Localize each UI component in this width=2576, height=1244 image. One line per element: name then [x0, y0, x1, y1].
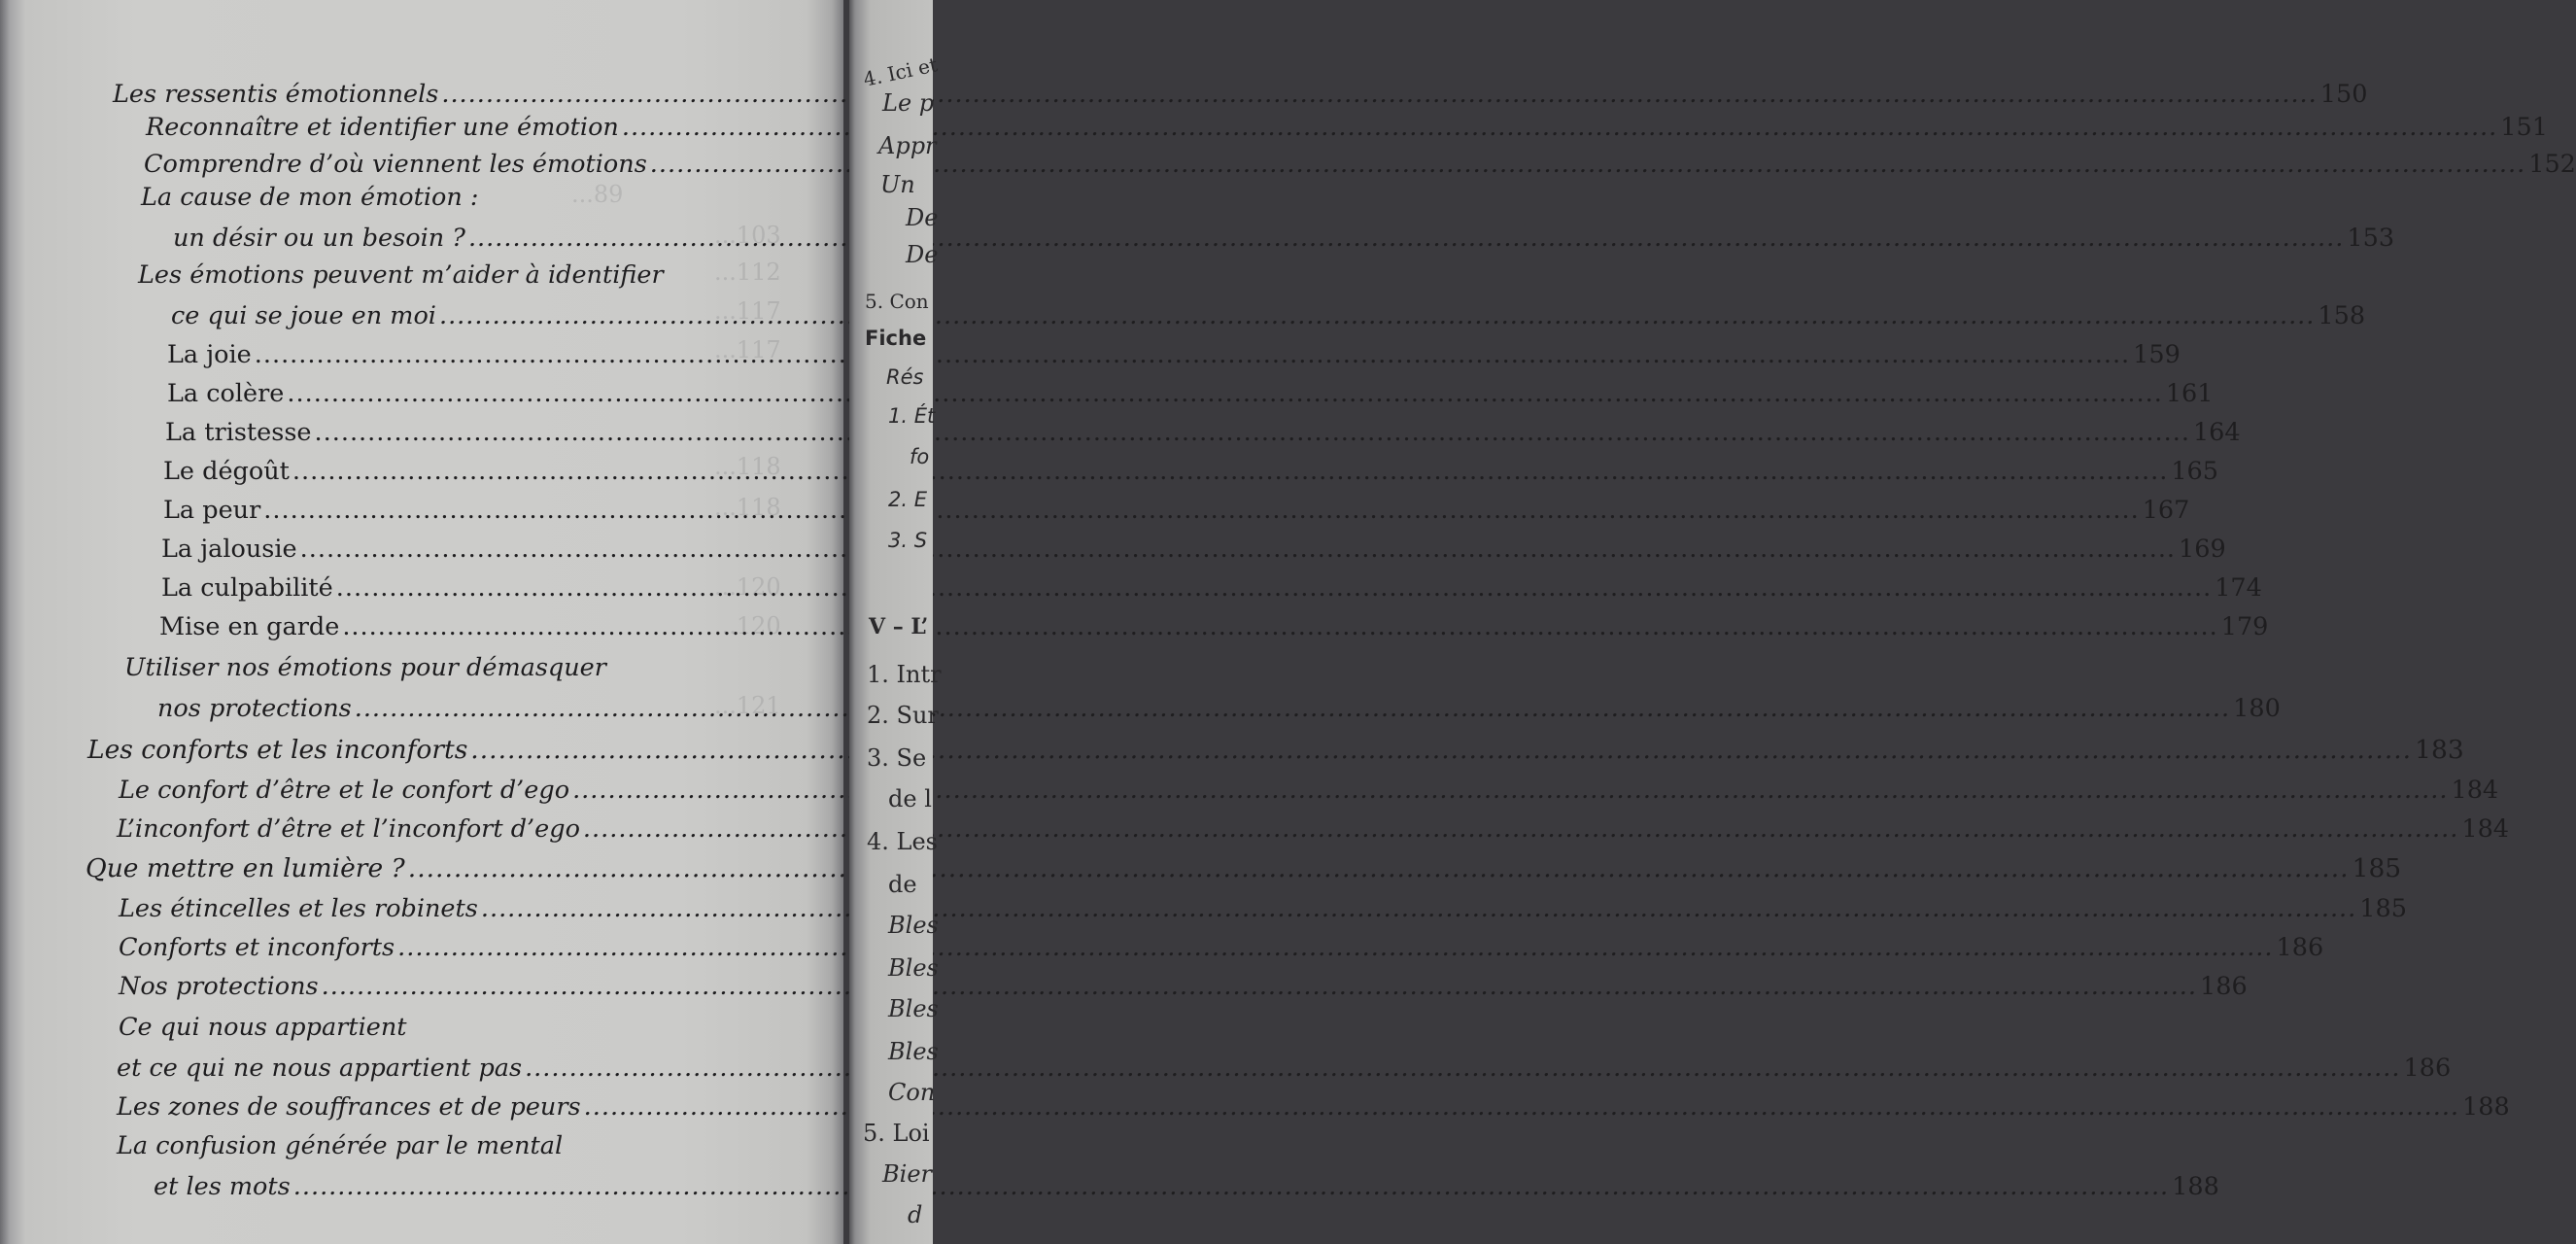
- right-page-text: 5. Loi: [863, 1120, 930, 1147]
- right-page-text: De: [906, 241, 939, 268]
- toc-entry-title: Nos protections: [119, 972, 319, 1001]
- toc-entry-page: 180: [2233, 694, 2281, 723]
- toc-entry-page: 151: [2500, 113, 2548, 142]
- show-through-text: ...89: [571, 181, 624, 208]
- right-page-text: Bles: [888, 912, 939, 939]
- toc-leader-dots: [292, 457, 2168, 486]
- toc-leader-dots: [439, 301, 2315, 330]
- toc-leader-dots: [336, 573, 2212, 603]
- toc-entry-title: Conforts et inconforts: [119, 933, 395, 962]
- toc-entry-title: Le confort d’être et le confort d’ego: [119, 776, 570, 805]
- right-page-text: Bier: [882, 1160, 932, 1188]
- right-page-text: Appr: [878, 132, 937, 159]
- toc-entry-page: 158: [2318, 301, 2366, 330]
- toc-entry-page: 184: [2461, 814, 2510, 844]
- toc-entry-title: La joie: [167, 340, 252, 369]
- toc-entry-page: 179: [2220, 612, 2269, 641]
- toc-entry-title: et les mots: [154, 1172, 291, 1201]
- toc-entry-page: 164: [2192, 418, 2241, 447]
- right-page-text: d: [908, 1201, 923, 1228]
- show-through-text: ...118: [714, 453, 781, 480]
- toc-entry-page: 153: [2347, 224, 2395, 253]
- right-page-text: Bles: [888, 1038, 939, 1065]
- show-through-text: ...120: [714, 612, 781, 639]
- toc-leader-dots: [287, 379, 2162, 408]
- toc-leader-dots: [255, 340, 2130, 369]
- toc-entry-page: 169: [2179, 535, 2226, 564]
- toc-leader-dots: [263, 496, 2139, 525]
- toc-entry-title: ce qui se joue en moi: [171, 301, 436, 330]
- toc-entry-page: 159: [2133, 340, 2181, 369]
- toc-entry-page: 185: [2352, 853, 2402, 883]
- right-page-text: Bles: [888, 954, 939, 982]
- toc-leader-dots: [468, 224, 2344, 253]
- toc-label: Les émotions peuvent m’aider à identifier: [138, 260, 664, 290]
- book-page-right: [849, 0, 942, 1244]
- right-page-text: Bles: [888, 995, 939, 1022]
- toc-entry-title: et ce qui ne nous appartient pas: [117, 1054, 523, 1083]
- show-through-text: ...117: [714, 297, 781, 325]
- show-through-text: ...117: [714, 336, 781, 363]
- toc-entry-page: 167: [2142, 496, 2190, 525]
- toc-entry-title: L’inconfort d’être et l’inconfort d’ego: [117, 814, 580, 844]
- toc-entry: [144, 150, 2576, 183]
- show-through-text: ...112: [714, 259, 781, 286]
- right-page-text: Un: [880, 171, 915, 198]
- toc-leader-dots: [525, 1054, 2400, 1083]
- toc-entry: [163, 457, 2218, 490]
- toc-leader-dots: [470, 735, 2412, 765]
- toc-entry-page: 185: [2359, 894, 2407, 923]
- toc-entry: [165, 418, 2241, 451]
- toc-entry-page: 184: [2451, 776, 2499, 805]
- toc-entry-page: 188: [2462, 1092, 2510, 1122]
- right-page-text: fo: [910, 445, 930, 468]
- toc-leader-dots: [355, 694, 2230, 723]
- right-page-text: 4. Les: [867, 828, 938, 855]
- toc-entry-page: 174: [2215, 573, 2262, 603]
- right-page-text: 2. E: [888, 488, 927, 511]
- toc-entry-title: Que mettre en lumière ?: [86, 853, 405, 883]
- toc-entry-page: 186: [2200, 972, 2248, 1001]
- right-page-text: 3. S: [888, 529, 928, 552]
- toc-label: Ce qui nous appartient: [119, 1013, 407, 1042]
- right-page-text: 5. Con: [865, 290, 929, 313]
- toc-entry-page: 150: [2319, 80, 2368, 109]
- right-page-text: 1. Ét: [888, 404, 936, 428]
- toc-entry-title: Reconnaître et identifier une émotion: [146, 113, 619, 142]
- toc-entry-title: Le dégoût: [163, 457, 290, 486]
- toc-leader-dots: [408, 853, 2350, 883]
- toc-leader-dots: [293, 1172, 2169, 1201]
- show-through-text: ...121: [714, 692, 781, 719]
- toc-entry-title: Comprendre d’où viennent les émotions: [144, 150, 647, 179]
- toc-entry-title: La colère: [167, 379, 285, 408]
- toc-entry: [119, 933, 2324, 966]
- toc-label: Utiliser nos émotions pour démasquer: [124, 653, 606, 682]
- toc-entry-title: Les étincelles et les robinets: [119, 894, 478, 923]
- toc-entry-page: 161: [2165, 379, 2214, 408]
- toc-leader-dots: [322, 972, 2197, 1001]
- toc-entry-title: La jalousie: [161, 535, 297, 564]
- show-through-text: ...118: [714, 494, 781, 521]
- toc-entry-title: Les ressentis émotionnels: [113, 80, 439, 109]
- toc-entry-page: 186: [2403, 1054, 2452, 1083]
- toc-entry: [161, 573, 2262, 606]
- toc-entry: [167, 379, 2214, 412]
- toc-leader-dots: [441, 80, 2317, 109]
- right-page-text: de l: [888, 785, 932, 812]
- toc-leader-dots: [342, 612, 2217, 641]
- right-page-text: de: [888, 871, 917, 898]
- right-page-text: Le p: [882, 89, 935, 117]
- toc-leader-dots: [300, 535, 2176, 564]
- toc-entry: [117, 1054, 2452, 1087]
- toc-label: La confusion générée par le mental: [117, 1131, 564, 1160]
- right-page-text: 3. Se: [867, 744, 927, 772]
- toc-label: La cause de mon émotion :: [141, 183, 479, 212]
- toc-entry-title: Les conforts et les inconforts: [87, 735, 468, 765]
- toc-entry-title: un désir ou un besoin ?: [173, 224, 465, 253]
- toc-entry-page: 165: [2171, 457, 2218, 486]
- right-page-text: Rés: [886, 365, 924, 389]
- right-page-text: Fiche: [865, 327, 927, 350]
- right-page-text: 4. Ici et: [861, 52, 940, 91]
- toc-entry-title: La culpabilité: [161, 573, 333, 603]
- show-through-text: ...103: [714, 222, 781, 249]
- show-through-text: ...120: [714, 573, 781, 601]
- right-page-text: Con: [888, 1079, 936, 1106]
- right-page-text: De: [906, 204, 939, 231]
- right-page-text: V – L’: [869, 614, 929, 639]
- toc-entry-title: nos protections: [157, 694, 352, 723]
- toc-leader-dots: [481, 894, 2356, 923]
- toc-entry-title: Mise en garde: [159, 612, 340, 641]
- toc-leader-dots: [315, 418, 2190, 447]
- toc-leader-dots: [397, 933, 2273, 962]
- toc-entry-page: 186: [2276, 933, 2324, 962]
- toc-entry: [167, 340, 2181, 373]
- right-page-text: 1. Intr: [867, 661, 942, 688]
- right-page-text: 2. Sur: [867, 702, 939, 729]
- toc-entry-title: La tristesse: [165, 418, 312, 447]
- toc-entry-page: 183: [2415, 735, 2464, 765]
- toc-entry-title: Les zones de souffrances et de peurs: [117, 1092, 581, 1122]
- toc-entry-page: 152: [2528, 150, 2576, 179]
- toc-entry-title: La peur: [163, 496, 261, 525]
- toc-entry: [119, 972, 2248, 1005]
- toc-entry-page: 188: [2172, 1172, 2219, 1201]
